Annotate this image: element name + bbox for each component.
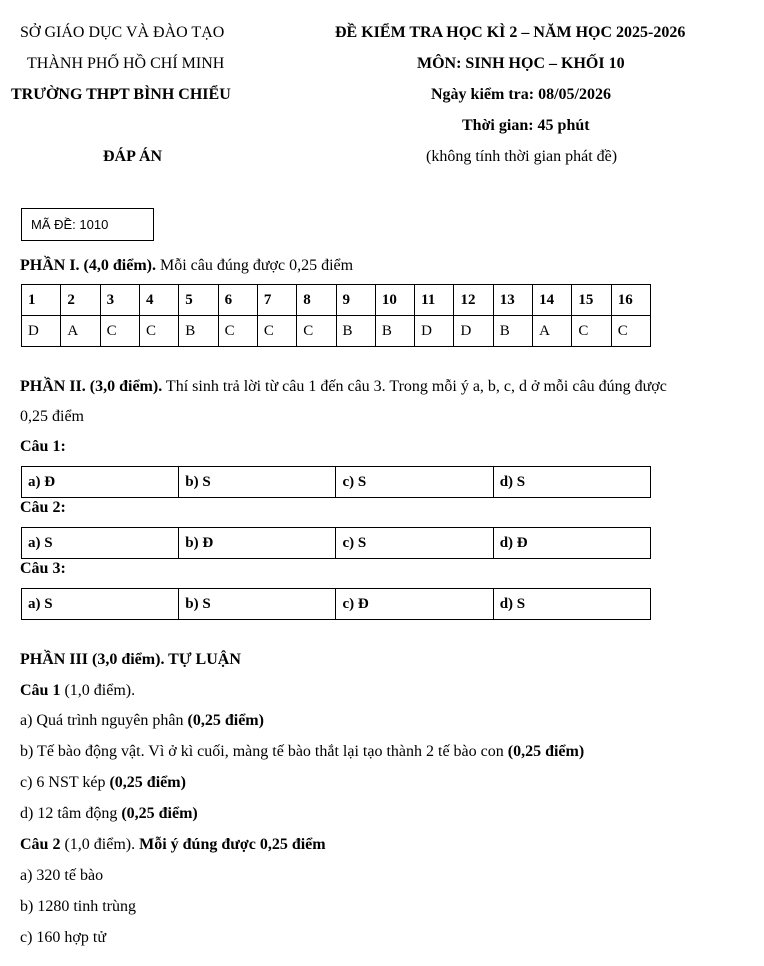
question-label: Câu 3: <box>20 560 66 577</box>
exam-date: Ngày kiểm tra: 08/05/2026 <box>431 86 611 103</box>
essay-answer-line <box>20 743 584 761</box>
part1-answer-table <box>21 284 651 347</box>
tf-row <box>22 589 651 620</box>
answer-cell: A <box>61 316 100 347</box>
part1-title: PHẦN I. (4,0 điểm). <box>20 257 156 274</box>
answer-cell: C <box>611 316 650 347</box>
essay-answer-line <box>20 712 264 730</box>
answer-cell: C <box>572 316 611 347</box>
tf-row <box>22 528 651 559</box>
answer-key-title: ĐÁP ÁN <box>103 148 163 165</box>
exam-duration: Thời gian: 45 phút <box>462 117 590 134</box>
tf-answer: c) S <box>336 528 493 559</box>
question-number: 2 <box>61 285 100 316</box>
dept-name: SỞ GIÁO DỤC VÀ ĐÀO TẠO <box>20 24 225 41</box>
tf-table-q3 <box>21 588 651 620</box>
question-label: Câu 2: <box>20 499 66 516</box>
essay-q2-label: Câu 2 <box>20 836 61 853</box>
answer-points: (0,25 điểm) <box>109 774 186 791</box>
question-number: 8 <box>297 285 336 316</box>
question-number: 9 <box>336 285 375 316</box>
question-number: 13 <box>493 285 532 316</box>
question-number: 10 <box>375 285 414 316</box>
tf-answer: c) S <box>336 467 493 498</box>
question-number: 11 <box>415 285 454 316</box>
subject-line: MÔN: SINH HỌC – KHỐI 10 <box>417 55 625 72</box>
part2-desc: Thí sinh trả lời từ câu 1 đến câu 3. Trong mỗi ý a, b, c, d ở mỗi câu đúng được <box>162 378 667 395</box>
exam-title: ĐỀ KIỂM TRA HỌC KÌ 2 – NĂM HỌC 2025-2026 <box>335 24 686 41</box>
essay-answer-line: a) 320 tế bào <box>20 867 104 884</box>
answer-points: (0,25 điểm) <box>507 743 585 760</box>
tf-answer: a) S <box>22 528 179 559</box>
tf-row <box>22 467 651 498</box>
answer-cell: A <box>533 316 572 347</box>
question-number: 16 <box>611 285 650 316</box>
question-number-row <box>22 285 651 316</box>
question-number: 3 <box>100 285 139 316</box>
tf-table-q2 <box>21 527 651 559</box>
answer-cell: C <box>257 316 296 347</box>
answer-row <box>22 316 651 347</box>
answer-cell: B <box>493 316 532 347</box>
answer-cell: D <box>22 316 61 347</box>
city-name: THÀNH PHỐ HỒ CHÍ MINH <box>27 55 225 72</box>
question-number: 12 <box>454 285 493 316</box>
answer-cell: D <box>415 316 454 347</box>
tf-answer: b) S <box>179 589 336 620</box>
answer-cell: B <box>375 316 414 347</box>
question-number: 1 <box>22 285 61 316</box>
answer-points: (0,25 điểm) <box>187 712 264 729</box>
question-label: Câu 1: <box>20 438 66 455</box>
essay-answer-line <box>20 805 198 823</box>
question-number: 4 <box>139 285 178 316</box>
essay-answer-line: b) 1280 tinh trùng <box>20 898 136 915</box>
question-number: 5 <box>179 285 218 316</box>
answer-cell: D <box>454 316 493 347</box>
tf-answer: c) Đ <box>336 589 493 620</box>
exam-code-box: MÃ ĐỀ: 1010 <box>21 208 154 241</box>
essay-q1-label: Câu 1 <box>20 682 61 699</box>
tf-answer: a) S <box>22 589 179 620</box>
question-number: 15 <box>572 285 611 316</box>
answer-text: d) 12 tâm động <box>20 805 122 822</box>
part1-desc: Mỗi câu đúng được 0,25 điểm <box>155 257 354 274</box>
part2-heading <box>20 378 667 396</box>
answer-cell: C <box>297 316 336 347</box>
question-number: 14 <box>533 285 572 316</box>
answer-cell: B <box>336 316 375 347</box>
answer-cell: B <box>179 316 218 347</box>
essay-answer-line <box>20 774 186 792</box>
answer-text: a) Quá trình nguyên phân <box>20 712 188 729</box>
essay-q2-points: (1,0 điểm). <box>60 836 140 853</box>
tf-answer: d) Đ <box>493 528 650 559</box>
essay-answer-line: c) 160 hợp tử <box>20 929 107 946</box>
school-name: TRƯỜNG THPT BÌNH CHIỂU <box>11 86 231 103</box>
question-number: 6 <box>218 285 257 316</box>
essay-q2-heading <box>20 836 326 854</box>
question-number: 7 <box>257 285 296 316</box>
answer-text: b) Tế bào động vật. Vì ở kì cuối, màng tế bào thắt lại tạo thành 2 tế bào con <box>20 743 508 760</box>
tf-answer: b) S <box>179 467 336 498</box>
tf-table-q1 <box>21 466 651 498</box>
part2-title: PHẦN II. (3,0 điểm). <box>20 378 163 395</box>
essay-q1-heading <box>20 682 135 700</box>
part3-title: PHẦN III (3,0 điểm). TỰ LUẬN <box>20 651 241 668</box>
part2-desc-cont: 0,25 điểm <box>20 408 84 425</box>
duration-note: (không tính thời gian phát đề) <box>426 148 618 165</box>
tf-answer: b) Đ <box>179 528 336 559</box>
answer-cell: C <box>139 316 178 347</box>
answer-text: c) 6 NST kép <box>20 774 110 791</box>
tf-answer: d) S <box>493 467 650 498</box>
essay-q1-points: (1,0 điểm). <box>60 682 136 699</box>
answer-cell: C <box>100 316 139 347</box>
part1-heading <box>20 257 353 275</box>
tf-answer: a) Đ <box>22 467 179 498</box>
answer-cell: C <box>218 316 257 347</box>
tf-answer: d) S <box>493 589 650 620</box>
answer-points: (0,25 điểm) <box>121 805 198 822</box>
essay-q2-note: Mỗi ý đúng được 0,25 điểm <box>139 836 326 853</box>
